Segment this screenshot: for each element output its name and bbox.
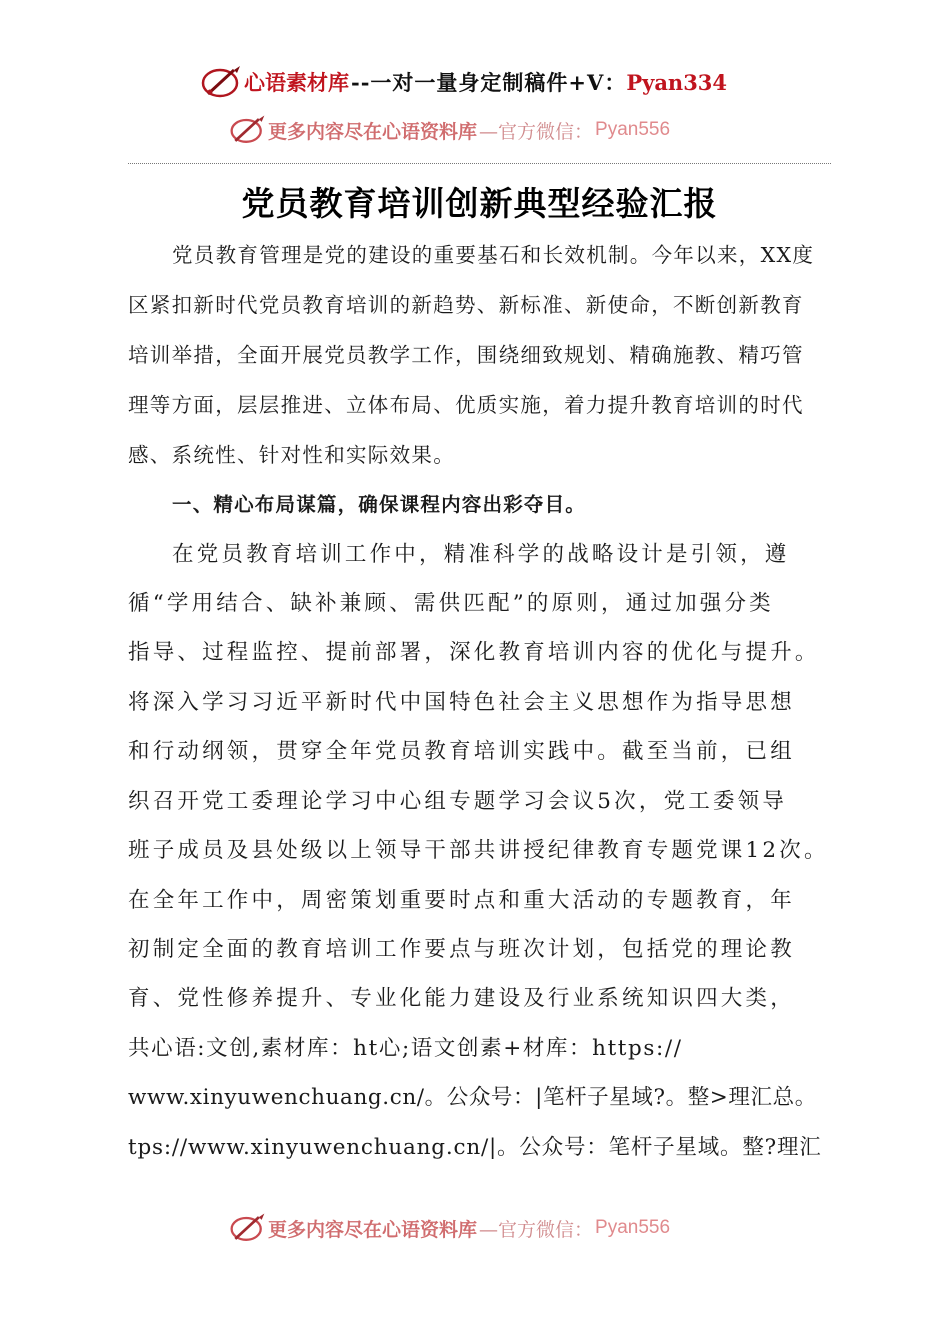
header-contact: Pyan334: [626, 69, 728, 95]
page-header: [200, 62, 760, 102]
text-line: 党员教育管理是党的建设的重要基石和长效机制。今年以来，XX度: [172, 243, 815, 267]
quill-pen-logo-icon: [200, 64, 244, 100]
text-line: 班子成员及县处级以上领导干部共讲授纪律教育专题党课12次。: [128, 838, 829, 863]
text-line: www.xinyuwenchuang.cn/。公众号：|笔杆子星域?。整>理汇总。: [128, 1085, 817, 1110]
header-divider: [128, 163, 831, 164]
text-line: 在全年工作中，周密策划重要时点和重大活动的专题教育，年: [128, 888, 795, 913]
watermark-bottom: [228, 1208, 670, 1248]
watermark-text-b: —官方微信：: [479, 120, 594, 143]
watermark-id: Pyan556: [595, 119, 671, 140]
text-line: tps://www.xinyuwenchuang.cn/|。公众号：笔杆子星域。整?理汇: [128, 1135, 822, 1160]
text-line: 指导、过程监控、提前部署，深化教育培训内容的优化与提升。: [128, 640, 820, 665]
watermark-text-a: 更多内容尽在心语资料库: [268, 1218, 478, 1241]
quill-pen-logo-icon: [228, 113, 268, 147]
text-line: 共心语:文创,素材库：ht心;语文创素+材库：https://: [128, 1036, 683, 1061]
watermark-text-b: —官方微信：: [479, 1218, 594, 1241]
text-line: 理等方面，层层推进、立体布局、优质实施，着力提升教育培训的时代: [128, 393, 804, 417]
text-line: 和行动纲领，贯穿全年党员教育培训实践中。截至当前，已组: [128, 739, 795, 764]
text-line: 初制定全面的教育培训工作要点与班次计划，包括党的理论教: [128, 937, 795, 962]
text-line: 育、党性修养提升、专业化能力建设及行业系统知识四大类，: [128, 986, 795, 1011]
watermark-text-a: 更多内容尽在心语资料库: [268, 120, 478, 143]
header-tagline: --一对一量身定制稿件+V：: [351, 70, 627, 95]
text-line: 将深入学习习近平新时代中国特色社会主义思想作为指导思想: [128, 690, 795, 715]
text-line: 织召开党工委理论学习中心组专题学习会议5次，党工委领导: [128, 789, 788, 814]
document-title: 党员教育培训创新典型经验汇报: [241, 184, 718, 223]
text-line: 在党员教育培训工作中，精准科学的战略设计是引领，遵: [172, 542, 790, 567]
watermark-id: Pyan556: [595, 1217, 671, 1238]
section-heading: 一、精心布局谋篇，确保课程内容出彩夺目。: [172, 493, 587, 516]
text-line: 感、系统性、针对性和实际效果。: [128, 443, 455, 467]
text-line: 区紧扣新时代党员教育培训的新趋势、新标准、新使命，不断创新教育: [128, 293, 804, 317]
quill-pen-logo-icon: [228, 1211, 268, 1245]
watermark-top: [228, 110, 670, 150]
text-line: 循“学用结合、缺补兼顾、需供匹配”的原则，通过加强分类: [128, 591, 774, 616]
text-line: 培训举措，全面开展党员教学工作，围绕细致规划、精确施教、精巧管: [128, 343, 804, 367]
header-brand: 心语素材库: [244, 70, 349, 95]
